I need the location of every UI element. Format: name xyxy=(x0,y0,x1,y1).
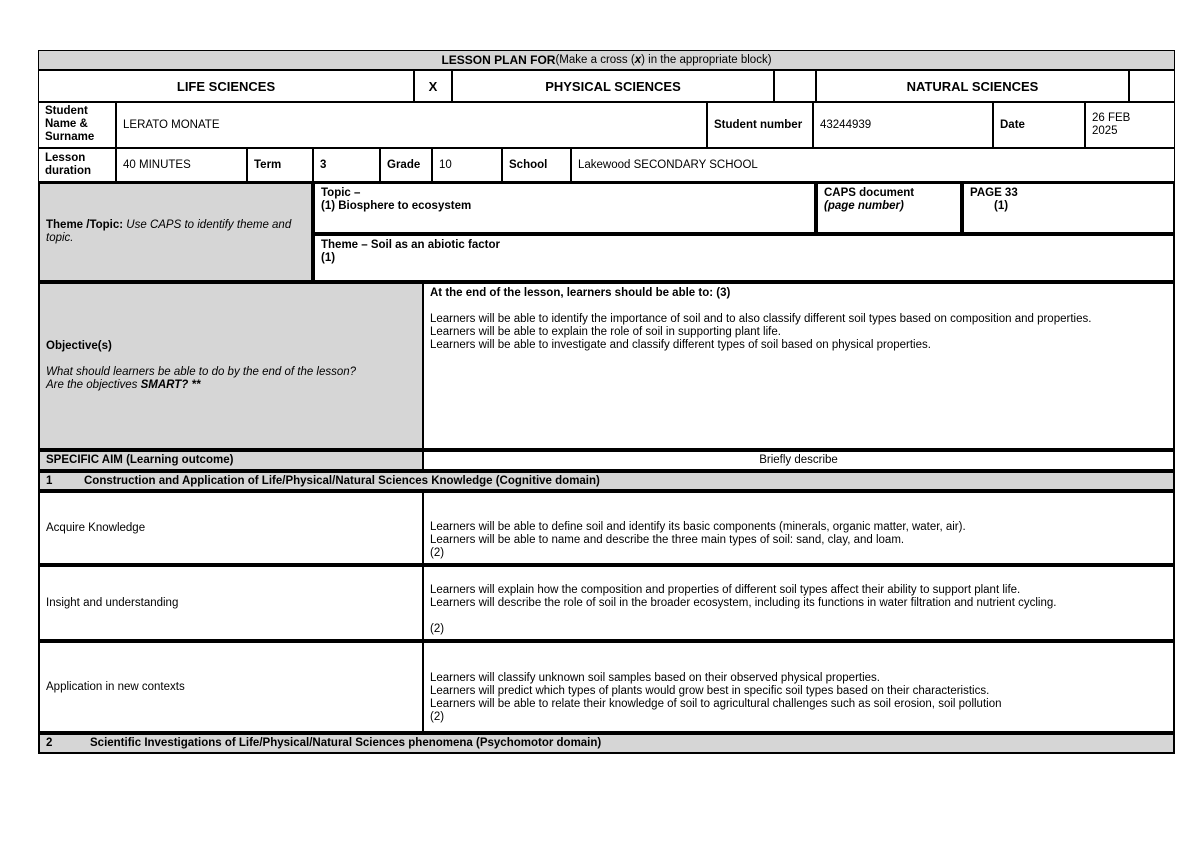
caps-page-value: PAGE 33 xyxy=(970,187,1018,199)
objectives-label-cell xyxy=(38,282,424,450)
application-label: Application in new contexts xyxy=(38,641,424,733)
objectives-smart: SMART? ** xyxy=(140,379,201,391)
theme-line-1: Theme – Soil as an abiotic factor xyxy=(321,239,500,251)
objectives-question-line-2 xyxy=(46,379,356,392)
application-line-1: Learners will classify unknown soil samples based on their observed physical properties. xyxy=(430,672,880,684)
lesson-plan-title xyxy=(38,50,1175,70)
theme-topic-label-note: Use CAPS to identify theme and topic. xyxy=(46,219,292,244)
objectives-question-text: Are the objectives xyxy=(46,379,141,391)
theme-topic-label-cell xyxy=(38,182,313,282)
theme-topic-label xyxy=(46,219,311,245)
date-value[interactable]: 26 FEB 2025 xyxy=(1085,102,1175,148)
life-sciences-cell: LIFE SCIENCES xyxy=(38,70,414,102)
physical-sciences-cross[interactable] xyxy=(774,70,816,102)
insight-content[interactable] xyxy=(422,565,1175,641)
school-label: School xyxy=(502,148,571,182)
lesson-duration-label: Lesson duration xyxy=(38,148,116,182)
topic-line-2: (1) Biosphere to ecosystem xyxy=(321,200,472,212)
student-name-value[interactable]: LERATO MONATE xyxy=(116,102,707,148)
natural-sciences-cross[interactable] xyxy=(1129,70,1175,102)
theme-topic-label-bold: Theme /Topic: xyxy=(46,219,124,231)
caps-document-cell xyxy=(816,182,962,234)
acquire-knowledge-mark: (2) xyxy=(430,547,445,559)
section-2-header xyxy=(38,733,1175,754)
theme-cell[interactable] xyxy=(313,234,1175,282)
section-2-number: 2 xyxy=(46,737,53,749)
term-value[interactable]: 3 xyxy=(313,148,380,182)
student-number-label: Student number xyxy=(707,102,813,148)
objectives-content-cell[interactable] xyxy=(422,282,1175,450)
specific-aim-label: SPECIFIC AIM (Learning outcome) xyxy=(38,450,424,471)
briefly-describe-label: Briefly describe xyxy=(422,450,1175,471)
caps-page-mark: (1) xyxy=(994,200,1009,212)
date-label: Date xyxy=(993,102,1085,148)
lesson-plan-sheet xyxy=(38,50,1175,754)
physical-sciences-cell: PHYSICAL SCIENCES xyxy=(452,70,774,102)
theme-line-2: (1) xyxy=(321,252,336,264)
caps-page-cell[interactable] xyxy=(962,182,1175,234)
section-1-header xyxy=(38,471,1175,491)
term-label: Term xyxy=(247,148,313,182)
natural-sciences-cell: NATURAL SCIENCES xyxy=(816,70,1129,102)
application-mark: (2) xyxy=(430,711,445,723)
objectives-question-line-1: What should learners be able to do by the end of the lesson? xyxy=(46,366,357,378)
objective-item-1: Learners will be able to identify the importance of soil and to also classify different soil types based on composition and properties. xyxy=(430,313,1092,325)
grade-value[interactable]: 10 xyxy=(432,148,502,182)
application-line-3: Learners will be able to relate their knowledge of soil to agricultural challenges such as soil erosion, soil pollution xyxy=(430,698,1002,710)
title-instruction-open: (Make a cross ( xyxy=(555,53,635,66)
acquire-knowledge-line-2: Learners will be able to name and describe the three main types of soil: sand, clay, and loam. xyxy=(430,534,905,546)
title-instruction-close: ) in the appropriate block) xyxy=(641,53,772,66)
school-value[interactable]: Lakewood SECONDARY SCHOOL xyxy=(571,148,1175,182)
lesson-duration-value[interactable]: 40 MINUTES xyxy=(116,148,247,182)
objective-item-2: Learners will be able to explain the role of soil in supporting plant life. xyxy=(430,326,781,338)
objectives-intro: At the end of the lesson, learners should be able to: (3) xyxy=(430,287,731,299)
topic-line-1: Topic – xyxy=(321,187,361,199)
student-name-label: Student Name & Surname xyxy=(38,102,116,148)
objectives-label: Objective(s) xyxy=(46,340,112,352)
student-number-value[interactable]: 43244939 xyxy=(813,102,993,148)
application-content[interactable] xyxy=(422,641,1175,733)
objectives-label-spacer xyxy=(46,353,356,366)
insight-spacer xyxy=(430,610,1167,623)
section-1-title: Construction and Application of Life/Physical/Natural Sciences Knowledge (Cognitive domain) xyxy=(84,474,600,487)
insight-mark: (2) xyxy=(430,623,445,635)
title-text: LESSON PLAN FOR xyxy=(441,52,556,67)
application-line-2: Learners will predict which types of plants would grow best in specific soil types based on their characteristics. xyxy=(430,685,990,697)
acquire-knowledge-label: Acquire Knowledge xyxy=(38,491,424,565)
grade-label: Grade xyxy=(380,148,432,182)
caps-page-number-label: (page number) xyxy=(824,200,904,212)
insight-label: Insight and understanding xyxy=(38,565,424,641)
insight-line-1: Learners will explain how the composition and properties of different soil types affect their ability to support plant life. xyxy=(430,584,1021,596)
acquire-knowledge-content[interactable] xyxy=(422,491,1175,565)
caps-document-label: CAPS document xyxy=(824,187,915,199)
insight-line-2: Learners will describe the role of soil in the broader ecosystem, including its functions in water filtration and nutrient cycling. xyxy=(430,597,1057,609)
objectives-spacer xyxy=(430,300,1167,313)
topic-cell[interactable] xyxy=(313,182,816,234)
objectives-label-block xyxy=(46,340,356,392)
section-1-number: 1 xyxy=(46,474,53,487)
acquire-knowledge-line-1: Learners will be able to define soil and identify its basic components (minerals, organic matter, water, air). xyxy=(430,521,966,533)
title-instruction-x: x xyxy=(634,53,642,66)
section-2-title: Scientific Investigations of Life/Physical/Natural Sciences phenomena (Psychomotor domain) xyxy=(90,737,602,749)
life-sciences-cross[interactable]: X xyxy=(414,70,452,102)
objective-item-3: Learners will be able to investigate and classify different types of soil based on physical properties. xyxy=(430,339,931,351)
